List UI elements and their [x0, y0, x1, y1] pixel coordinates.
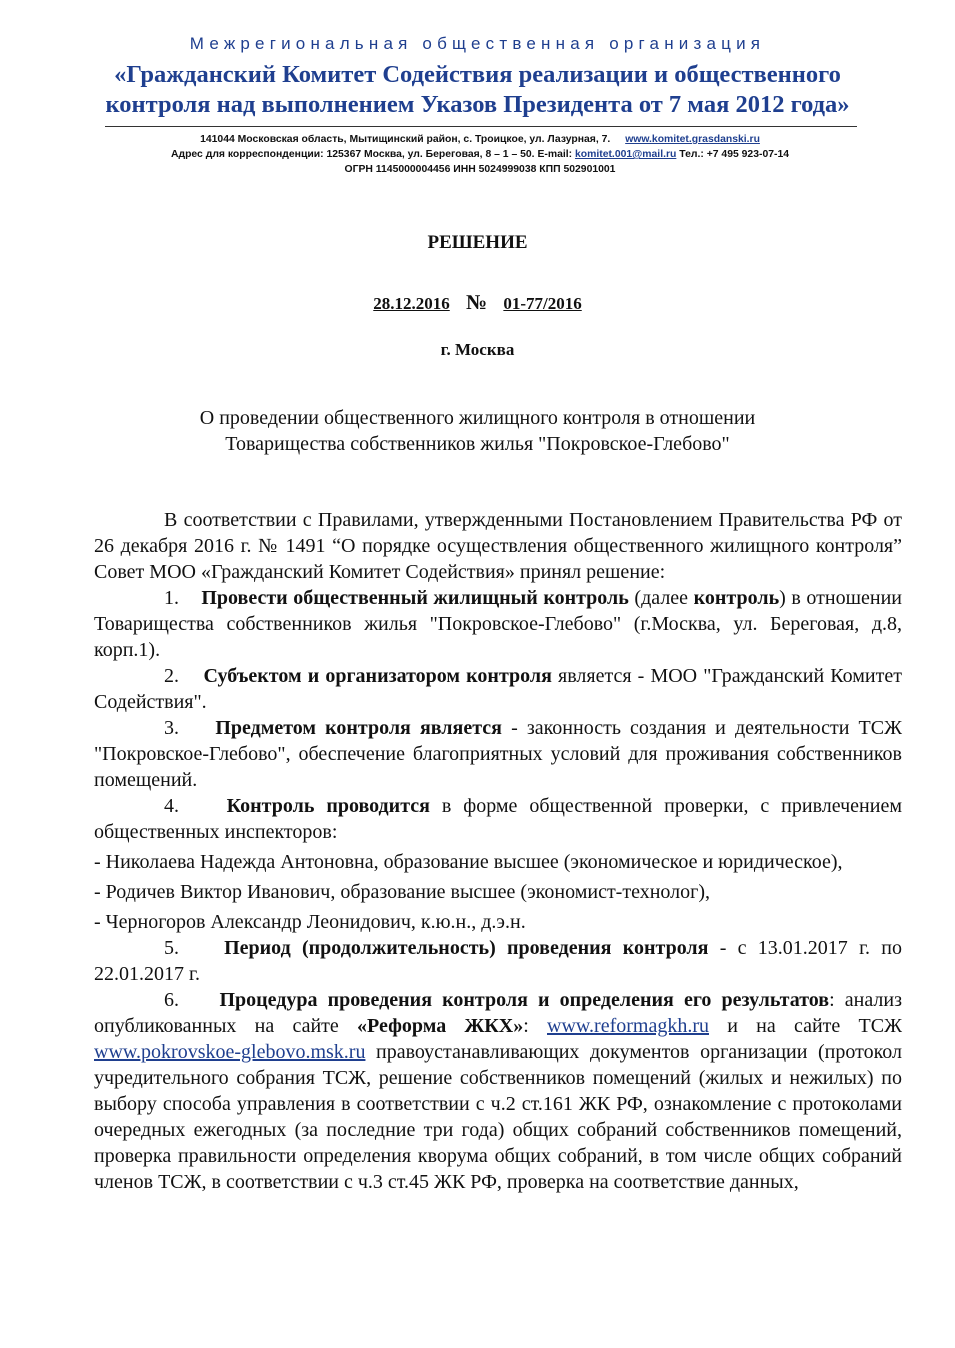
item-3	[94, 715, 902, 793]
org-name	[60, 60, 895, 120]
item-6-text-a: : анализ опубликованных на сайте	[94, 989, 902, 1037]
phone-text: Тел.: +7 495 923-07-14	[679, 149, 790, 160]
address-row	[100, 132, 860, 147]
item-4-text: в форме общественной проверки, с привлечением общественных инспекторов:	[94, 795, 902, 843]
date-number-line	[0, 290, 955, 315]
registry-row: ОГРН 1145000004456 ИНН 5024999038 КПП 502901001	[344, 164, 616, 175]
item-5-text: - с 13.01.2017 г. по 22.01.2017 г.	[94, 937, 902, 985]
contact-block	[100, 132, 860, 177]
mail-address-text: Адрес для корреспонденции: 125367 Москва, ул. Береговая, 8 – 1 – 50. E-mail:	[170, 149, 573, 160]
item-3-text: - законность создания и деятельности ТСЖ "Покровское-Глебово", обеспечение благоприятных условий для проживания собственников помещений.	[94, 717, 903, 791]
document-city: г. Москва	[440, 340, 515, 359]
header-divider	[105, 126, 857, 127]
item-4	[94, 793, 902, 845]
item-5	[94, 935, 902, 987]
item-6-text-b: :	[523, 1015, 547, 1037]
email-link[interactable]: komitet.001@mail.ru	[574, 149, 677, 160]
inspector-2: - Родичев Виктор Иванович, образование высшее (экономист-технолог),	[94, 881, 710, 903]
subject-line1: О проведении общественного жилищного контроля в отношении	[199, 407, 756, 429]
item-6-text-c: и на сайте ТСЖ	[708, 1015, 902, 1037]
item-2	[94, 663, 902, 715]
item-4-number: 4.	[164, 795, 179, 817]
inspector-1: - Николаева Надежда Антоновна, образование высшее (экономическое и юридическое),	[94, 851, 843, 873]
intro-paragraph: В соответствии с Правилами, утвержденными Постановлением Правительства РФ от 26 декабря 2016 г. № 1491 “О порядке осуществления общественного жилищного контроля” Совет МОО «Гражданский Комитет Содействия» принял решение:	[94, 509, 902, 583]
item-1-bold: Провести общественный жилищный контроль	[201, 587, 629, 609]
address-text: 141044 Московская область, Мытищинский район, с. Троицкое, ул. Лазурная, 7.	[200, 134, 611, 145]
item-3-bold: Предметом контроля является	[215, 717, 502, 739]
item-1	[94, 585, 902, 663]
item-6-number: 6.	[164, 989, 179, 1011]
item-5-bold: Период (продолжительность) проведения контроля	[224, 937, 709, 959]
document-subject	[90, 405, 865, 457]
document-date: 28.12.2016	[373, 294, 450, 313]
item-6-bold: Процедура проведения контроля и определения его результатов	[219, 989, 830, 1011]
tsj-site-link[interactable]: www.pokrovskoe-glebovo.msk.ru	[94, 1041, 366, 1063]
reformagkh-link[interactable]: www.reformagkh.ru	[547, 1015, 709, 1037]
item-6-text-d: правоустанавливающих документов организации (протокол учредительного собрания ТСЖ, решение собственников помещений (жилых и нежилых) по выбору способа управления в соответствии с ч.2 ст.161 ЖК РФ, ознакомление с протоколами очередных ежегодных (за последние три года) общих собраний собственников помещений, проверка правильности определения кворума общих собраний, в том числе общих собраний членов ТСЖ, в соответствии с ч.3 ст.45 ЖК РФ, проверка на соответствие данных,	[94, 1041, 902, 1193]
org-name-line2: контроля над выполнением Указов Президента от 7 мая 2012 года»	[105, 91, 850, 118]
item-1-bold2: контроль	[693, 587, 780, 609]
mail-row	[100, 147, 860, 162]
document-number: 01-77/2016	[503, 294, 582, 313]
document-title: РЕШЕНИЕ	[427, 232, 528, 253]
item-2-bold: Субъектом и организатором контроля	[203, 665, 552, 687]
org-name-line1: «Гражданский Комитет Содействия реализации и общественного	[114, 61, 841, 88]
org-type-line: Межрегиональная общественная организация	[189, 34, 766, 53]
item-4-bold: Контроль проводится	[226, 795, 430, 817]
website-link[interactable]: www.komitet.grasdanski.ru	[625, 134, 760, 145]
item-6-bold2: «Реформа ЖКХ»	[357, 1015, 524, 1037]
item-3-number: 3.	[164, 717, 179, 739]
item-2-text: является - МОО "Гражданский Комитет Содействия".	[94, 665, 902, 713]
item-1-text: ) в отношении Товарищества собственников жилья "Покровское-Глебово" (г.Москва, ул. Береговая, д.8, корп.1).	[94, 587, 902, 661]
item-1-mid: (далее	[628, 587, 694, 609]
number-sign: №	[466, 290, 488, 314]
item-6	[94, 987, 902, 1195]
item-2-number: 2.	[164, 665, 179, 687]
item-5-number: 5.	[164, 937, 179, 959]
item-1-number: 1.	[164, 587, 179, 609]
subject-line2: Товарищества собственников жилья "Покровское-Глебово"	[225, 433, 730, 455]
document-body	[94, 507, 902, 1195]
inspector-3: - Черногоров Александр Леонидович, к.ю.н., д.э.н.	[94, 911, 526, 933]
